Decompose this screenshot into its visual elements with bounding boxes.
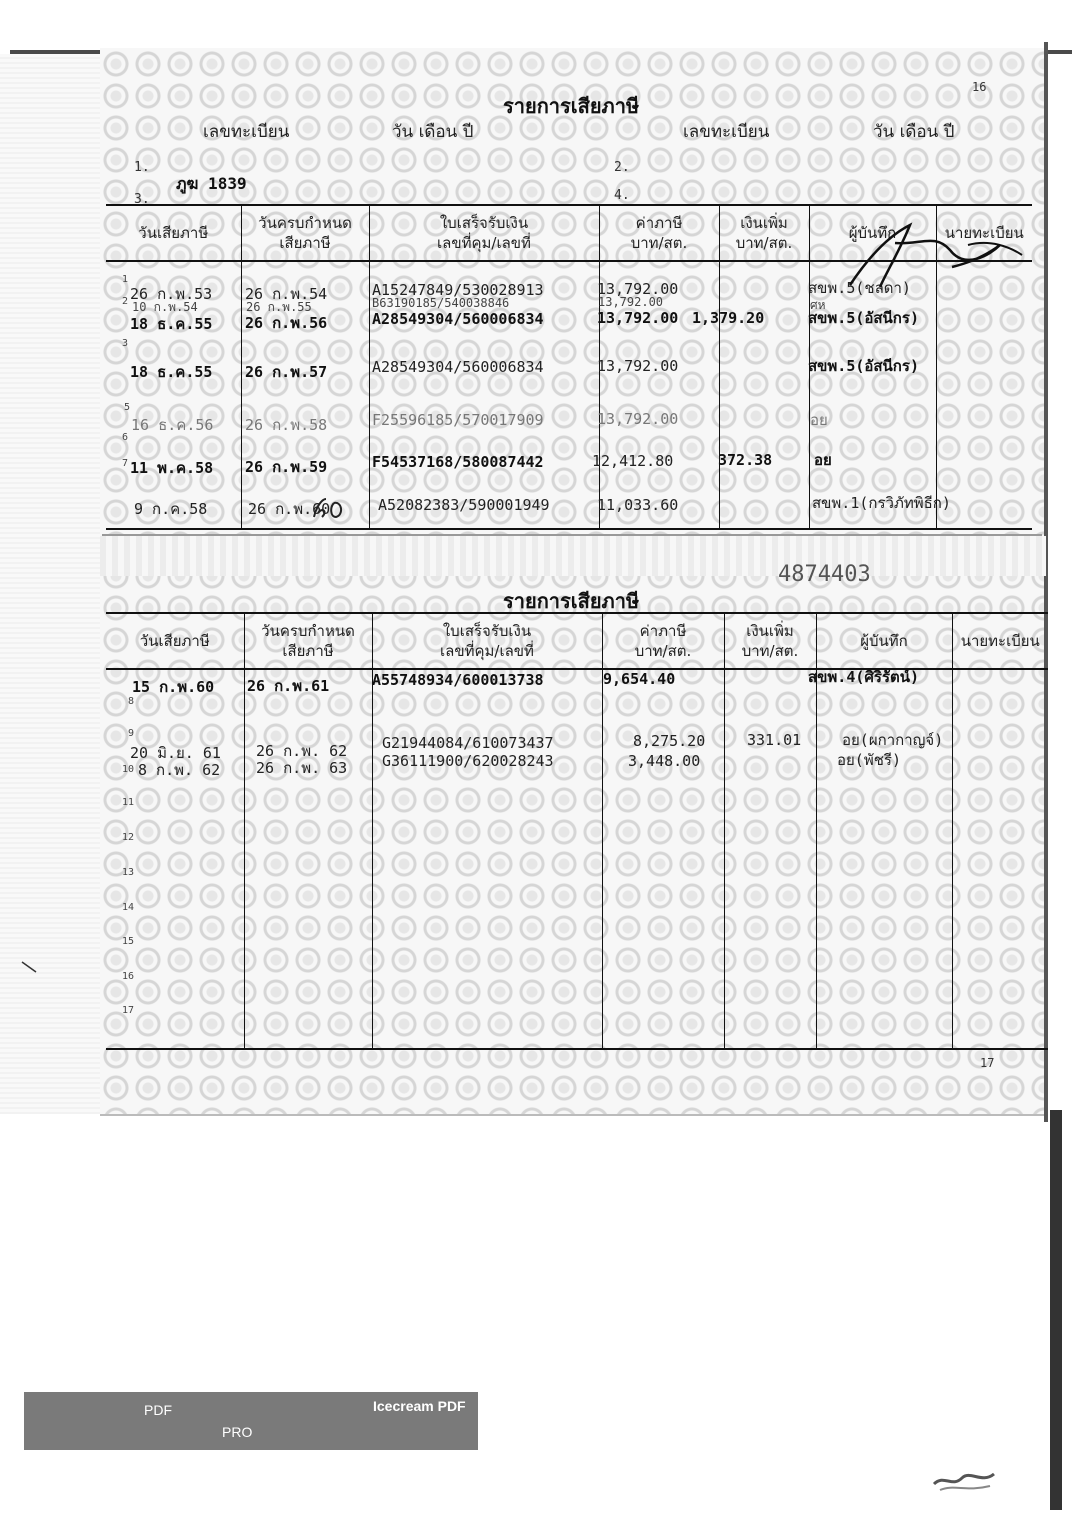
paid-date: 26 ก.พ.53	[130, 285, 213, 303]
recorder: อย(พัชรี)	[837, 751, 901, 769]
receipt-number: G21944084/610073437	[382, 734, 554, 752]
due-date: 26 ก.พ.56	[245, 314, 328, 332]
tax-amount: 13,792.00	[598, 295, 664, 309]
tax-amount: 3,448.00	[628, 752, 701, 770]
scan-smudge	[930, 1444, 1000, 1494]
recorder: ศห	[810, 298, 826, 312]
paid-date: 16 ธ.ค.56	[131, 416, 214, 434]
watermark-pdf-label: PDF	[144, 1402, 172, 1418]
surcharge-amount: 1,379.20	[692, 309, 765, 327]
tax-amount: 13,792.00	[597, 357, 679, 375]
line-number: 3	[122, 338, 129, 349]
paid-date: 18 ธ.ค.55	[130, 315, 213, 333]
col-header-surcharge: เงินเพิ่ม บาท/สต.	[724, 613, 816, 669]
stray-mark	[20, 960, 40, 974]
col-header-due-date: วันครบกำหนด เสียภาษี	[241, 205, 369, 261]
recorder: อย	[810, 411, 828, 429]
line-number: 8	[128, 696, 135, 707]
col-header-recorder: ผู้บันทึก	[816, 613, 952, 669]
surcharge-amount: 372.38	[718, 451, 773, 469]
recorder: สขพ.5(อัสนีกร)	[808, 357, 919, 375]
fold-line	[102, 534, 1042, 536]
col-header-receipt: ใบเสร็จรับเงิน เลขที่คุม/เลขที่	[372, 613, 602, 669]
recorder: สขพ.4(ศิริรัตน์)	[808, 668, 920, 686]
col-header-paid-date: วันเสียภาษี	[106, 613, 244, 669]
reg-index-3: 3.	[134, 192, 150, 207]
due-date: 26 ก.พ. 63	[256, 759, 348, 777]
col-header-surcharge: เงินเพิ่ม บาท/สต.	[719, 205, 809, 261]
date-header-right: วัน เดือน ปี	[873, 122, 955, 142]
page-number-top: 16	[972, 80, 987, 94]
col-header-recorder: ผู้บันทึก	[809, 205, 936, 261]
line-number: 12	[122, 832, 135, 843]
paid-date: 9 ก.ค.58	[134, 500, 208, 518]
tax-amount: 9,654.40	[603, 670, 676, 688]
date-header-left: วัน เดือน ปี	[392, 122, 474, 142]
paid-date: 20 มิ.ย. 61	[130, 744, 221, 762]
receipt-number: A28549304/560006834	[372, 310, 544, 328]
receipt-number: G36111900/620028243	[382, 752, 554, 770]
recorder: อย	[814, 451, 832, 469]
receipt-number: A55748934/600013738	[372, 671, 544, 689]
due-date: 26 ก.พ.54	[245, 285, 328, 303]
line-number: 11	[122, 797, 135, 808]
due-date: 26 ก.พ.58	[245, 416, 328, 434]
reg-header-left: เลขทะเบียน	[203, 122, 290, 142]
section2-title: รายการเสียภาษี	[503, 589, 640, 613]
watermark-pro-label: PRO	[222, 1424, 253, 1440]
handwritten-60	[308, 495, 348, 523]
recorder: สขพ.5(ชลดา)	[808, 279, 911, 297]
recorder: สขพ.5(อัสนีกร)	[808, 309, 919, 327]
due-date: 26 ก.พ.55	[246, 300, 312, 314]
recorder: อย(ผกากาญจ์)	[842, 731, 944, 749]
line-number: 13	[122, 867, 135, 878]
col-header-tax: ค่าภาษี บาท/สต.	[602, 613, 724, 669]
tax-amount: 12,412.80	[592, 452, 674, 470]
page-fold-band	[100, 536, 1046, 576]
due-date: 26 ก.พ.60	[248, 500, 331, 518]
paid-date: 8 ก.พ. 62	[138, 761, 221, 779]
line-number: 16	[122, 971, 135, 982]
reg-index-4: 4.	[614, 188, 630, 203]
line-number: 1	[122, 274, 129, 285]
receipt-number: F54537168/580087442	[372, 453, 544, 471]
due-date: 26 ก.พ.57	[245, 363, 328, 381]
col-header-registrar: นายทะเบียน	[952, 613, 1048, 669]
reg-index-1: 1.	[134, 160, 150, 175]
surcharge-amount: 331.01	[747, 731, 802, 749]
due-date: 26 ก.พ.61	[247, 677, 330, 695]
page-number-bottom: 17	[980, 1056, 995, 1070]
paid-date: 18 ธ.ค.55	[130, 363, 213, 381]
line-number: 6	[122, 432, 129, 443]
col-header-registrar: นายทะเบียน	[936, 205, 1032, 261]
line-number: 15	[122, 936, 135, 947]
tax-amount: 11,033.60	[597, 496, 679, 514]
scan-edge-right	[1050, 1110, 1062, 1510]
paid-date: 15 ก.พ.60	[132, 678, 215, 696]
recorder: สขพ.1(กรวิภัทพิธีก)	[812, 494, 951, 512]
line-number: 7	[122, 458, 129, 469]
col-header-receipt: ใบเสร็จรับเงิน เลขที่คุม/เลขที่	[369, 205, 599, 261]
due-date: 26 ก.พ.59	[245, 458, 328, 476]
receipt-number: A15247849/530028913	[372, 281, 544, 299]
scan-background-strip	[0, 54, 100, 1114]
receipt-number: A28549304/560006834	[372, 358, 544, 376]
paid-date: 11 พ.ค.58	[130, 459, 214, 477]
line-number: 17	[122, 1005, 135, 1016]
paid-date: 10 ก.พ.54	[132, 300, 198, 314]
line-number: 9	[128, 728, 135, 739]
section1-title: รายการเสียภาษี	[503, 94, 640, 118]
registrar-signature	[840, 215, 1030, 295]
reg-header-right: เลขทะเบียน	[683, 122, 770, 142]
watermark-brand: Icecream PDF	[373, 1398, 466, 1414]
line-number: 14	[122, 902, 135, 913]
reg-index-2: 2.	[614, 160, 630, 175]
due-date: 26 ก.พ. 62	[256, 742, 348, 760]
receipt-number: F25596185/570017909	[372, 411, 544, 429]
icecream-pdf-watermark	[24, 1392, 478, 1450]
registration-number: ภูฆ 1839	[176, 174, 247, 193]
line-number: 5	[124, 402, 131, 413]
receipt-number: A52082383/590001949	[378, 496, 550, 514]
receipt-number: B63190185/540038846	[372, 296, 510, 310]
tax-amount: 13,792.00	[597, 410, 679, 428]
col-header-tax: ค่าภาษี บาท/สต.	[599, 205, 719, 261]
line-number: 2	[122, 296, 129, 307]
col-header-due-date: วันครบกำหนด เสียภาษี	[244, 613, 372, 669]
col-header-paid-date: วันเสียภาษี	[106, 205, 241, 261]
tax-amount: 13,792.00	[597, 309, 679, 327]
tax-amount: 13,792.00	[597, 280, 679, 298]
tax-amount: 8,275.20	[633, 732, 706, 750]
stub-number: 4874403	[778, 562, 871, 582]
line-number: 10	[122, 764, 135, 775]
